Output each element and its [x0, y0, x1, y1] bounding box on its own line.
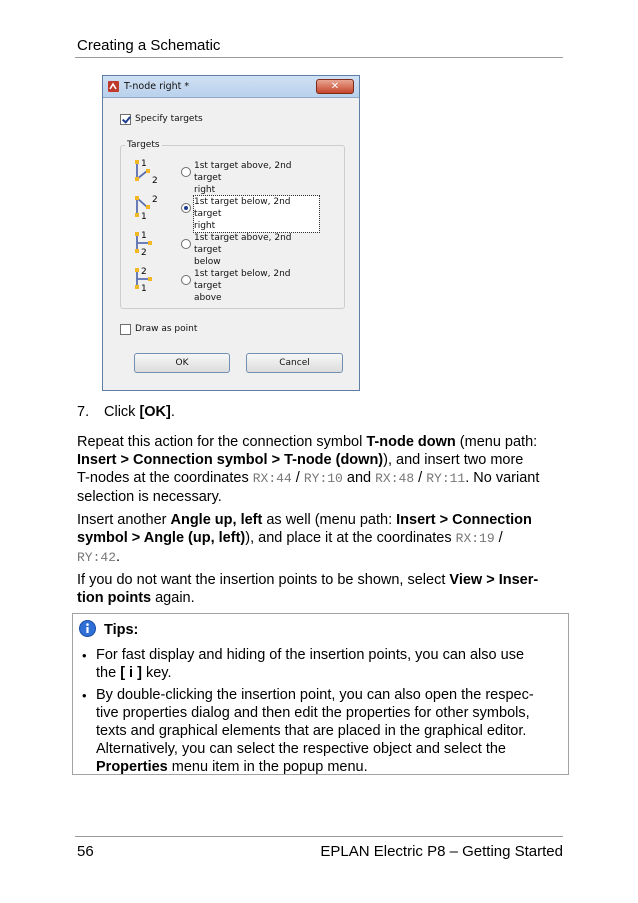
coord-ry42: RY:42 — [77, 550, 117, 565]
p2-l1-a: Insert another — [77, 512, 171, 528]
tnode-below-right-icon — [133, 194, 159, 221]
option-1-label[interactable]: 1st target above, 2nd target right — [194, 161, 292, 195]
p2-l2-s: / — [494, 530, 503, 546]
option-2-radio[interactable] — [181, 203, 191, 213]
option-2-label[interactable]: 1st target below, 2nd target right — [194, 196, 319, 232]
page-number: 56 — [77, 843, 94, 860]
option-4-label-1: 2 — [141, 267, 147, 277]
option-1-radio[interactable] — [181, 167, 191, 177]
option-2-label-1: 2 — [152, 195, 158, 205]
dialog-title: T-node right * — [124, 81, 190, 92]
step-text-suffix: . — [170, 404, 175, 420]
option-3-label-1: 1 — [141, 231, 147, 241]
p2-l2-b: ), and place it at the coordinates — [245, 530, 456, 546]
draw-as-point-label: Draw as point — [135, 324, 198, 334]
tip1-l2-b: [ i ] — [120, 665, 142, 681]
step-number: 7. — [77, 404, 90, 420]
p3-l1-b: View > Inser- — [449, 572, 539, 588]
coord-rx44: RX:44 — [252, 471, 292, 486]
p1-l3-a: T-nodes at the coordinates — [77, 470, 253, 486]
step-text — [104, 404, 175, 420]
tnode-dialog — [102, 75, 360, 391]
targets-group-title: Targets — [127, 140, 160, 150]
p3-l1-a: If you do not want the insertion points to be shown, select — [77, 572, 450, 588]
option-1-label-2: 2 — [152, 176, 158, 185]
tip2-l1: By double-clicking the insertion point, you can also open the respec- — [96, 687, 534, 703]
tnode-above-below-icon — [133, 230, 159, 257]
coord-rx19: RX:19 — [455, 531, 495, 546]
coord-rx48: RX:48 — [375, 471, 415, 486]
tip2-l2: tive properties dialog and then edit the properties for other symbols, — [96, 705, 530, 721]
p1-l3-s1: / — [291, 470, 304, 486]
tip-2 — [96, 686, 561, 776]
p1-l1-a: Repeat this action for the connection symbol — [77, 434, 367, 450]
book-title: EPLAN Electric P8 – Getting Started — [320, 843, 563, 860]
p2-l1-d: Insert > Connection — [396, 512, 532, 528]
p3-l2-b: again. — [151, 590, 195, 606]
option-3-label[interactable]: 1st target above, 2nd target below — [194, 233, 292, 267]
tip2-l4: Alternatively, you can select the respective object and select the — [96, 741, 506, 757]
running-header: Creating a Schematic — [77, 37, 221, 54]
step-text-bold: [OK] — [139, 404, 171, 420]
coord-ry10: RY:10 — [303, 471, 343, 486]
bullet-1: • — [82, 648, 87, 663]
p1-l4: selection is necessary. — [77, 489, 222, 505]
paragraph-angle-up-left — [77, 511, 567, 567]
option-4-label[interactable]: 1st target below, 2nd target above — [194, 269, 291, 303]
footer-rule — [75, 836, 563, 837]
tip2-l5-a: Properties — [96, 759, 168, 775]
info-icon — [79, 620, 96, 637]
p1-l3-end: . No variant — [465, 470, 540, 486]
tip1-l1: For fast display and hiding of the insertion points, you can also use — [96, 647, 525, 663]
ok-button[interactable]: OK — [134, 353, 230, 373]
tip2-l3: texts and graphical elements that are placed in the graphical editor. — [96, 723, 527, 739]
p2-l1-c: as well (menu path: — [262, 512, 397, 528]
close-button[interactable]: ✕ — [316, 79, 354, 94]
tip2-l5-b: menu item in the popup menu. — [167, 759, 368, 775]
p1-l3-and: and — [342, 470, 376, 486]
option-2-label-2: 1 — [141, 212, 147, 221]
specify-targets-label: Specify targets — [135, 114, 203, 124]
tips-title: Tips: — [104, 622, 139, 638]
dialog-titlebar — [103, 76, 359, 98]
app-icon — [107, 80, 120, 93]
p1-l2-a: Insert > Connection symbol > T-node (down) — [77, 452, 384, 468]
specify-targets-checkbox[interactable] — [120, 114, 131, 125]
tnode-above-right-icon — [133, 158, 159, 185]
tip-1 — [96, 646, 561, 682]
option-3-label-2: 2 — [141, 248, 147, 257]
tnode-below-above-icon — [133, 266, 159, 293]
p2-l1-b: Angle up, left — [170, 512, 263, 528]
p1-l1-c: (menu path: — [455, 434, 538, 450]
header-rule — [75, 57, 563, 58]
cancel-button[interactable]: Cancel — [246, 353, 343, 373]
tips-box — [72, 613, 569, 775]
option-3-radio[interactable] — [181, 239, 191, 249]
p1-l2-b: ), and insert two more — [383, 452, 524, 468]
bullet-2: • — [82, 688, 87, 703]
step-text-prefix: Click — [104, 404, 140, 420]
draw-as-point-checkbox[interactable] — [120, 324, 131, 335]
p3-l2-a: tion points — [77, 590, 152, 606]
paragraph-insertion-points — [77, 571, 567, 607]
tip1-l2-a: the — [96, 665, 121, 681]
tip1-l2-c: key. — [141, 665, 172, 681]
coord-ry11: RY:11 — [426, 471, 466, 486]
option-4-radio[interactable] — [181, 275, 191, 285]
p1-l1-b: T-node down — [366, 434, 456, 450]
option-1-label-1: 1 — [141, 159, 147, 169]
p2-l3-end: . — [116, 549, 121, 565]
p1-l3-s2: / — [414, 470, 427, 486]
p2-l2-a: symbol > Angle (up, left) — [77, 530, 246, 546]
paragraph-tnode-down — [77, 433, 567, 506]
option-4-label-2: 1 — [141, 284, 147, 293]
